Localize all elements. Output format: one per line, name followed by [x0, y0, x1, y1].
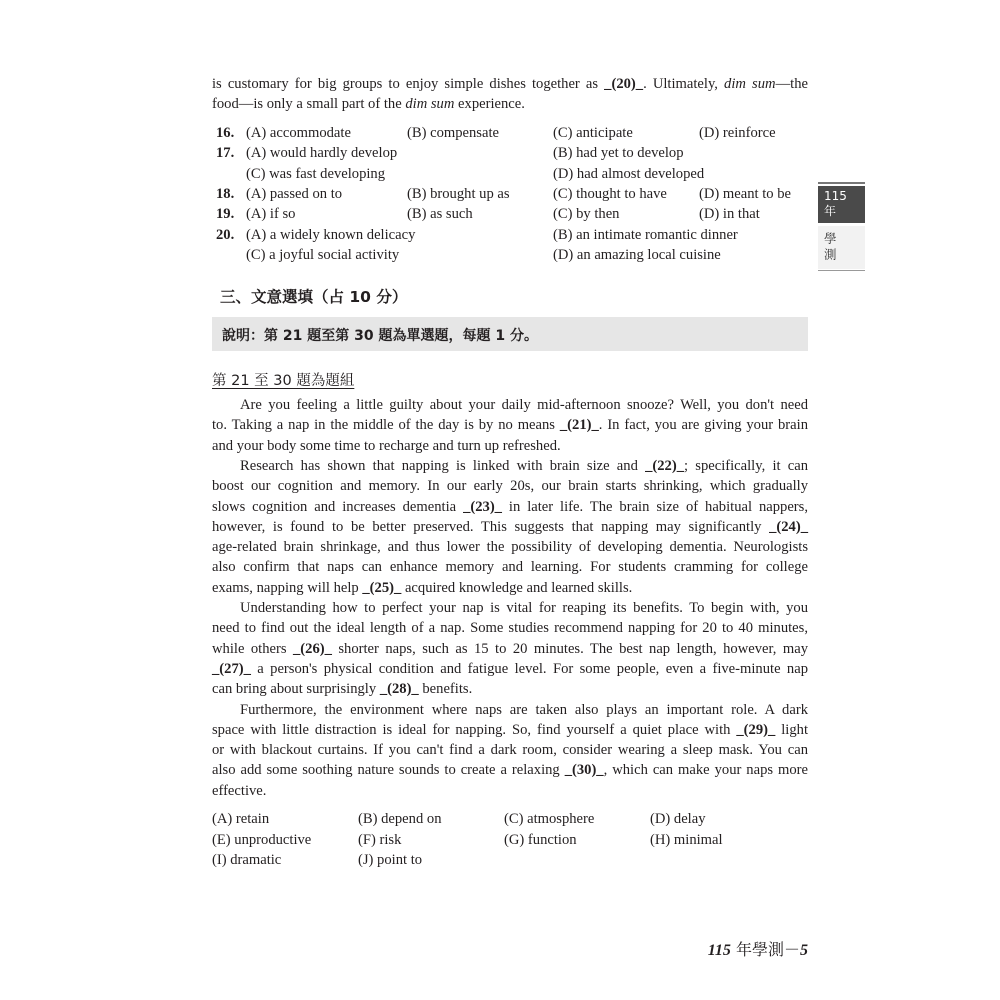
page-footer [708, 937, 808, 960]
question-number: 19. [216, 206, 235, 223]
text-line [212, 517, 808, 537]
section-title: 三、文意選填（占 10 分） [220, 288, 408, 306]
answer-option: (B) compensate [407, 125, 499, 141]
text-line [212, 781, 808, 801]
text-line [212, 740, 808, 760]
answer-blank: _(22)_ [645, 457, 685, 474]
answer-blank: _(26)_ [293, 640, 332, 657]
instructions-box [212, 317, 808, 351]
text-line [212, 497, 808, 517]
answer-option: (D) had almost developed [553, 165, 705, 182]
answer-blank: _(28)_ [379, 681, 419, 698]
answer-blank: _(30)_ [564, 762, 604, 779]
text-line [212, 395, 808, 415]
word-bank-option: (E) unproductive [212, 831, 312, 848]
answer-option: (D) reinforce [699, 125, 776, 141]
side-tab-year-number: 115 [824, 189, 847, 203]
answer-option: (A) would hardly develop [246, 145, 398, 162]
answer-option: (C) was fast developing [246, 165, 386, 182]
text-line [212, 760, 808, 780]
text-segment: . Ultimately, [643, 76, 725, 92]
text-segment: —the [775, 76, 808, 92]
text-segment: , which can make your naps more [603, 762, 808, 779]
text-line [212, 598, 808, 618]
text-line [212, 618, 808, 638]
answer-option: (B) brought up as [407, 185, 510, 202]
word-bank-option: (D) delay [650, 811, 706, 827]
text-segment: experience. [454, 96, 525, 112]
answer-option: (C) a joyful social activity [246, 246, 400, 263]
text-segment: effective. [212, 782, 267, 799]
text-line [212, 436, 808, 456]
text-line [212, 578, 808, 598]
question-number: 17. [216, 145, 235, 162]
text-segment: dim sum [724, 76, 776, 92]
side-tab-year-suffix: 年 [824, 204, 837, 218]
text-line [212, 74, 808, 94]
text-line [212, 456, 808, 476]
side-tab-year [818, 186, 865, 223]
text-line [212, 476, 808, 496]
text-segment: dim sum [405, 96, 455, 112]
answer-option: (A) passed on to [246, 185, 343, 202]
text-segment: also confirm that naps can enhance memory and learning. For students cramming for college [212, 559, 808, 576]
text-line [212, 537, 808, 557]
answer-option: (C) thought to have [553, 185, 667, 202]
text-segment: benefits. [418, 681, 473, 698]
text-line [212, 700, 808, 720]
text-segment: light [775, 721, 808, 738]
answer-blank: _(25)_ [362, 579, 402, 596]
answer-blank: _(24)_ [769, 518, 808, 535]
answer-option: (D) meant to be [699, 185, 791, 202]
answer-option: (A) accommodate [246, 125, 351, 141]
word-bank-option: (J) point to [358, 852, 423, 868]
side-tab-divider-bottom [818, 270, 865, 271]
text-segment: Are you feeling a little guilty about your daily mid-afternoon snooze? Well, you don't need [240, 397, 808, 413]
answer-option: (A) if so [246, 206, 296, 223]
text-line [212, 659, 808, 679]
answer-blank: _(27)_ [212, 660, 251, 677]
answer-blank: _(20)_ [604, 76, 644, 92]
text-segment: space with little distraction is ideal for napping. So, find yourself a quiet place with [212, 721, 737, 738]
text-segment: however, is found to be better preserved. This suggests that napping may significantly [212, 518, 770, 535]
answer-blank: _(29)_ [736, 721, 776, 738]
question-number: 18. [216, 185, 235, 202]
answer-blank: _(23)_ [463, 498, 502, 515]
text-segment: slows cognition and increases dementia [212, 498, 464, 515]
side-tab-divider [818, 182, 865, 184]
footer-year: 115 [707, 942, 731, 959]
text-line [212, 557, 808, 577]
text-segment: a person's physical condition and fatigue level. For some people, even a five-minute nap [250, 660, 808, 677]
text-segment: in later life. The brain size of habitual nappers, [501, 498, 808, 515]
instructions-text: 說明：第 21 題至第 30 題為單選題，每題 1 分。 [222, 328, 538, 344]
text-segment: Research has shown that napping is linked with brain size and [240, 457, 646, 474]
text-segment: is customary for big groups to enjoy simple dishes together as [212, 76, 605, 92]
text-line [212, 679, 808, 699]
answer-option: (D) an amazing local cuisine [553, 246, 721, 263]
side-tab-label [818, 226, 865, 269]
text-segment: boost our cognition and memory. In our early 20s, our brain starts shrinking, which gradually [212, 478, 808, 495]
word-bank-option: (I) dramatic [212, 852, 282, 868]
text-segment: while others [212, 640, 293, 657]
answer-option: (C) by then [553, 206, 620, 223]
answer-option: (C) anticipate [553, 125, 633, 141]
text-segment: age-related brain shrinkage, and thus lower the possibility of developing dementia. Neurologists [212, 539, 808, 556]
page-number: 5 [800, 942, 808, 959]
text-segment: or with blackout curtains. If you can't find a dark room, consider wearing a sleep mask. You can [212, 742, 808, 759]
answer-blank: _(21)_ [559, 417, 599, 434]
answer-option: (D) in that [699, 206, 760, 223]
text-line [212, 94, 808, 114]
side-tab-label-1: 學 [824, 231, 837, 246]
question-number: 16. [216, 125, 235, 141]
text-segment: and your body some time to recharge and turn up refreshed. [212, 437, 561, 454]
side-tab-label-2: 測 [824, 247, 837, 262]
word-bank-option: (G) function [504, 831, 577, 848]
text-segment: also add some soothing nature sounds to create a relaxing [212, 762, 565, 779]
word-bank-option: (C) atmosphere [504, 811, 595, 827]
text-segment: . In fact, you are giving your brain [598, 417, 809, 434]
text-segment: can bring about surprisingly [212, 681, 380, 698]
text-segment: Understanding how to perfect your nap is vital for reaping its benefits. To begin with, you [240, 600, 808, 616]
text-line [212, 720, 808, 740]
question-number: 20. [216, 226, 235, 243]
answer-option: (B) had yet to develop [553, 145, 684, 162]
question-group-heading: 第 21 至 30 題為題組 [212, 373, 355, 389]
text-segment: need to find out the ideal length of a nap. Some studies recommend napping for 20 to 40 minutes, [212, 620, 808, 637]
text-line [212, 639, 808, 659]
text-segment: acquired knowledge and learned skills. [401, 579, 633, 596]
text-segment: to. Taking a nap in the middle of the day is by no means [212, 417, 560, 434]
text-segment: ; specifically, it can [684, 457, 809, 474]
word-bank-option: (H) minimal [650, 831, 723, 848]
text-segment: shorter naps, such as 15 to 20 minutes. The best nap length, however, may [331, 640, 809, 657]
word-bank-option: (B) depend on [358, 811, 442, 827]
answer-option: (B) as such [407, 206, 473, 223]
text-segment: Furthermore, the environment where naps are taken also plays an important role. A dark [240, 701, 808, 718]
word-bank-option: (A) retain [212, 811, 270, 827]
text-segment: exams, napping will help [212, 579, 363, 596]
footer-label: 年學測－ [730, 940, 800, 959]
text-segment: food—is only a small part of the [212, 96, 406, 112]
word-bank-option: (F) risk [358, 831, 402, 848]
text-line [212, 415, 808, 435]
answer-option: (A) a widely known delicacy [246, 226, 416, 243]
answer-option: (B) an intimate romantic dinner [553, 226, 738, 243]
